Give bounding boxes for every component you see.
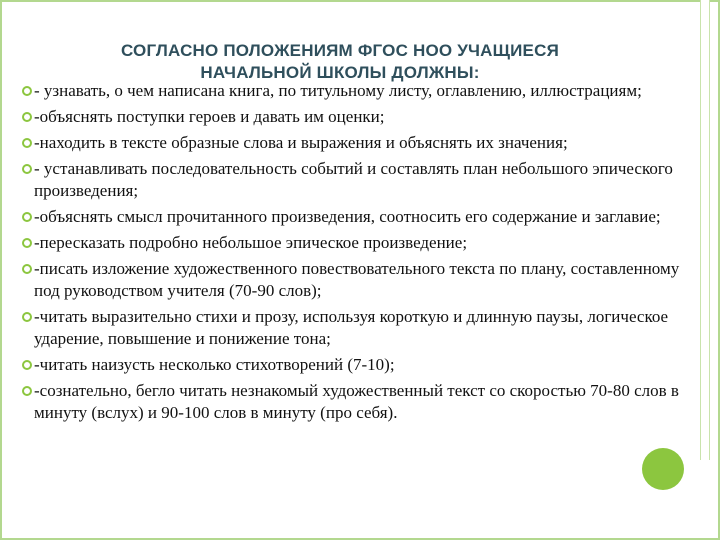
decorative-green-circle bbox=[642, 448, 684, 490]
list-item-text: -читать наизусть несколько стихотворений (7-10); bbox=[34, 355, 395, 374]
list-item-text: -находить в тексте образные слова и выражения и объяснять их значения; bbox=[34, 133, 568, 152]
list-item bbox=[22, 80, 702, 102]
list-item-text: -объяснять поступки героев и давать им оценки; bbox=[34, 107, 385, 126]
list-item-text: - узнавать, о чем написана книга, по титульному листу, оглавлению, иллюстрациям; bbox=[34, 81, 642, 100]
bullet-icon bbox=[22, 264, 32, 274]
list-item-text: -пересказать подробно небольшое эпическое произведение; bbox=[34, 233, 468, 252]
list-item-text: -сознательно, бегло читать незнакомый художественный текст со скоростью 70-80 слов в минуту (вслух) и 90-100 слов в минуту (про себя). bbox=[34, 381, 679, 422]
list-item bbox=[22, 206, 702, 228]
bullet-icon bbox=[22, 138, 32, 148]
bullet-icon bbox=[22, 360, 32, 370]
slide-title bbox=[40, 40, 640, 84]
list-item-text: -читать выразительно стихи и прозу, используя короткую и длинную паузы, логическое ударение, повышение и понижение тона; bbox=[34, 307, 669, 348]
list-item bbox=[22, 232, 702, 254]
list-item bbox=[22, 132, 702, 154]
list-item-text: -объяснять смысл прочитанного произведения, соотносить его содержание и заглавие; bbox=[34, 207, 661, 226]
list-item bbox=[22, 380, 702, 424]
bullet-icon bbox=[22, 112, 32, 122]
title-line-2: НАЧАЛЬНОЙ ШКОЛЫ ДОЛЖНЫ: bbox=[200, 63, 480, 82]
list-item bbox=[22, 306, 702, 350]
bullet-icon bbox=[22, 312, 32, 322]
list-item-text: -писать изложение художественного повествовательного текста по плану, составленному под руководством учителя (70-90 слов); bbox=[34, 259, 680, 300]
bullet-icon bbox=[22, 212, 32, 222]
requirements-list bbox=[22, 80, 702, 428]
bullet-icon bbox=[22, 86, 32, 96]
list-item-text: - устанавливать последовательность событий и составлять план небольшого эпического произведения; bbox=[34, 159, 673, 200]
bullet-icon bbox=[22, 164, 32, 174]
bullet-icon bbox=[22, 238, 32, 248]
bullet-icon bbox=[22, 386, 32, 396]
list-item bbox=[22, 354, 702, 376]
list-item bbox=[22, 106, 702, 128]
title-line-1: СОГЛАСНО ПОЛОЖЕНИЯМ ФГОС НОО УЧАЩИЕСЯ bbox=[121, 41, 559, 60]
list-item bbox=[22, 158, 702, 202]
list-item bbox=[22, 258, 702, 302]
